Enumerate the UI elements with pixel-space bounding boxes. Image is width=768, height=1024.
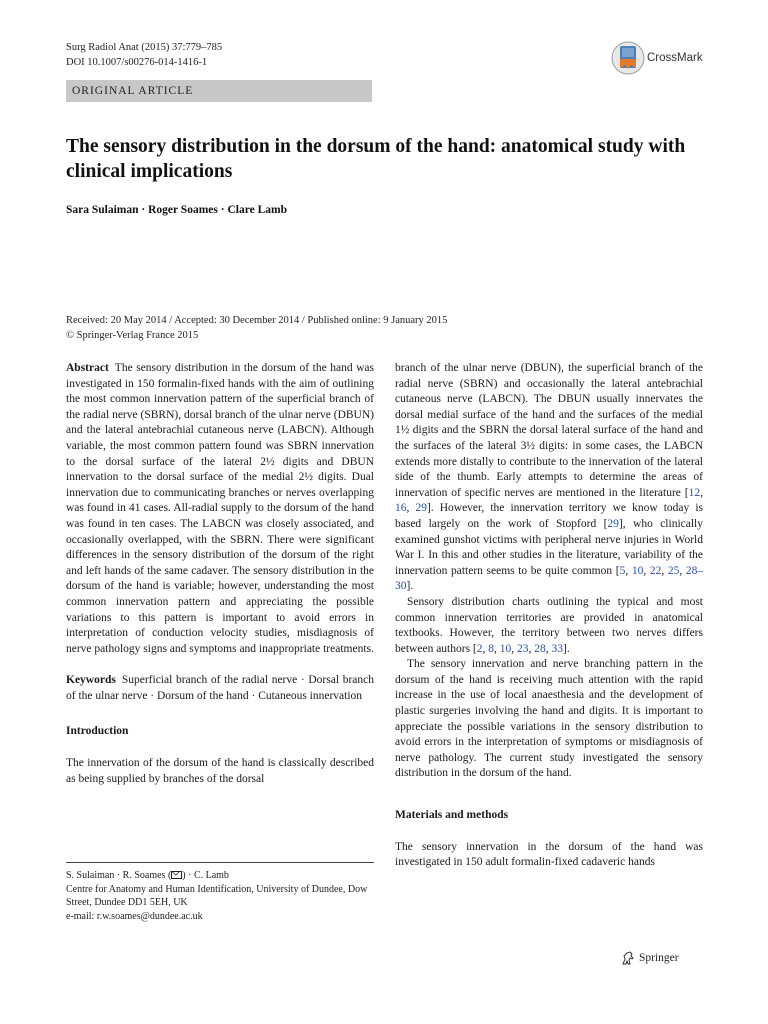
author-footnote — [66, 869, 374, 923]
citation-link[interactable]: 12 — [688, 486, 701, 499]
citation-link[interactable]: 10 — [631, 564, 644, 577]
footnote-authors-a: S. Sulaiman · R. Soames ( — [66, 870, 172, 881]
publisher-name: Springer — [639, 952, 679, 964]
keywords-label: Keywords — [66, 674, 116, 687]
author-list: Sara Sulaiman · Roger Soames · Clare Lamb — [66, 204, 287, 216]
article-title: The sensory distribution in the dorsum of the hand: anatomical study with clinical implications — [66, 136, 686, 182]
keywords — [66, 673, 374, 704]
crossmark-icon — [611, 41, 645, 75]
intro-text-b: ]. However, the innervation territory we know today is based largely on the work of Stopford [ — [395, 502, 703, 530]
citation-link[interactable]: 23 — [517, 642, 529, 655]
article-type-banner: ORIGINAL ARTICLE — [66, 80, 372, 102]
footnote-affiliation: Centre for Anatomy and Human Identification, University of Dundee, Dow Street, Dundee DD1 5EH, UK — [66, 883, 368, 908]
crossmark-label: CrossMark — [647, 52, 703, 64]
left-column — [66, 361, 374, 787]
intro-text-d: ]. — [406, 580, 414, 593]
citation-link[interactable]: 16 — [395, 502, 407, 515]
citation-link[interactable]: 33 — [551, 642, 563, 655]
intro-paragraph-3: The sensory innervation and nerve branching pattern in the dorsum of the hand is receiving much attention with the rapid increase in the use of local anaesthesia and the development of plastic surgeries involving the hand and digits. It is important to appreciate the possible variations in the sensory distribution to avoid errors in the interpretation of symptoms or misdiagnosis of nerve pathology. The current study investigated the sensory distribution in the dorsum of the hand. — [395, 658, 703, 780]
citation-link[interactable]: 5 — [619, 564, 626, 577]
citation-link[interactable]: 10 — [499, 642, 512, 655]
journal-meta — [66, 40, 222, 70]
footnote-authors — [66, 869, 374, 883]
section-heading-methods: Materials and methods — [395, 809, 509, 822]
publisher-logo — [620, 950, 679, 966]
footnote-divider — [66, 862, 374, 863]
crossmark-badge[interactable] — [611, 40, 711, 76]
history-dates: Received: 20 May 2014 / Accepted: 30 December 2014 / Published online: 9 January 2015 — [66, 315, 448, 326]
intro-text-c: ], who clinically examined gunshot victims with peripheral nerve injuries in World War I. In this and other studies in the literature, variability of the innervation pattern seems to be quite common [ — [395, 517, 703, 577]
keywords-text: Superficial branch of the radial nerve · Dorsal branch of the ulnar nerve · Dorsum of the hand · Cutaneous innervation — [66, 674, 374, 702]
abstract — [66, 361, 374, 657]
intro-paragraph-2: Sensory distribution charts outlining the typical and most common innervation territories are provided in anatomical textbooks. However, the territory between two nerves differs between authors [2, 8, 10, 23, 28, 33]. — [395, 595, 703, 655]
envelope-icon[interactable] — [171, 871, 182, 879]
citation-link[interactable]: 25 — [667, 564, 680, 577]
citation-link[interactable]: 8 — [488, 642, 494, 655]
citation-link[interactable]: 2 — [476, 642, 483, 655]
abstract-label: Abstract — [66, 362, 109, 374]
intro-paragraph-continued: branch of the ulnar nerve (DBUN), the superficial branch of the radial nerve (SBRN) and occasionally the lateral antebrachial cutaneous nerve (LABCN). The DBUN usually innervates the dorsal medial surface of the hand and the surfaces of the medial 1½ digits and the SBRN the dorsal lateral surface of the hand and the surfaces of the lateral 3½ digits: in some cases, the LABCN extends more distally to contribute to the innervation of the lateral side of the thumb. Early attempts to determine the areas of innervation of specific nerves are mentioned in the literature [12, 16, 29]. However, the innervation territory we know today is based largely on the work of Stopford [29], who clinically examined gunshot victims with peripheral nerve injuries in World War I. In this and other studies in the literature, variability of the innervation pattern seems to be quite common [5, 10, 22, 25, 28–30]. — [395, 362, 704, 593]
doi[interactable]: DOI 10.1007/s00276-014-1416-1 — [66, 57, 208, 68]
section-heading-introduction: Introduction — [66, 725, 129, 738]
citation-link[interactable]: 22 — [649, 564, 662, 577]
intro-p2-text: Sensory distribution charts outlining the typical and most common innervation territories are provided in anatomical textbooks. However, the territory between two nerves differs between authors [ — [395, 595, 703, 655]
copyright-line: © Springer-Verlag France 2015 — [66, 330, 199, 341]
journal-citation: Surg Radiol Anat (2015) 37:779–785 — [66, 42, 223, 53]
methods-paragraph: The sensory innervation in the dorsum of the hand was investigated in 150 adult formalin-fixed cadaveric hands — [395, 840, 703, 869]
citation-link[interactable]: 28–30 — [395, 564, 704, 593]
springer-horse-icon — [620, 950, 636, 966]
intro-p2-end: ]. — [563, 642, 570, 655]
footnote-email[interactable]: e-mail: r.w.soames@dundee.ac.uk — [66, 910, 203, 922]
publication-history — [66, 313, 447, 343]
intro-paragraph-start: The innervation of the dorsum of the hand is classically described as being supplied by branches of the dorsal — [66, 757, 374, 785]
citation-link[interactable]: 29 — [607, 517, 619, 530]
footnote-authors-b: ) · C. Lamb — [182, 870, 229, 881]
citation-link[interactable]: 29 — [415, 502, 427, 515]
intro-text-a: branch of the ulnar nerve (DBUN), the superficial branch of the radial nerve (SBRN) and occasionally the lateral antebrachial cutaneous nerve (LABCN). The DBUN usually innervates the dorsal medial surface of the hand and the surfaces of the medial 1½ digits and the SBRN the dorsal lateral surface of the hand and the surfaces of the lateral 3½ digits: in some cases, the LABCN extends more distally to contribute to the innervation of the lateral side of the thumb. Early attempts to determine the areas of innervation of specific nerves are mentioned in the literature [ — [395, 362, 703, 499]
abstract-text: The sensory distribution in the dorsum of the hand was investigated in 150 formalin-fixed hands with the aim of outlining the most common innervation pattern of the superficial branch of the radial nerve (SBRN), dorsal branch of the ulnar nerve (DBUN) and the lateral antebrachial cutaneous nerve (LABCN). Although variable, the most common pattern found was SBRN innervation to the dorsal surface of the lateral 2½ digits and DBUN innervation to the dorsal surface of the medial 2½ digits. Dual innervation due to communicating branches or nerves overlapping was found in 41 cases. All-radial supply to the dorsum of the hand was found in ten cases. The LABCN was closely associated, and occasionally overlapped, with the SBRN. There were significant differences in the sensory distribution of the dorsum of the right and left hands of the same cadaver. The sensory distribution in the dorsum of the hand is variable; however, understanding the most common innervation pattern and appreciating the possible variations to this pattern is important to avoid errors in interpretation of conduction velocity studies, misdiagnosis of nerve pathology signs and symptoms and inappropriate treatments. — [66, 362, 374, 655]
citation-link[interactable]: 28 — [534, 642, 546, 655]
right-column — [395, 361, 703, 871]
